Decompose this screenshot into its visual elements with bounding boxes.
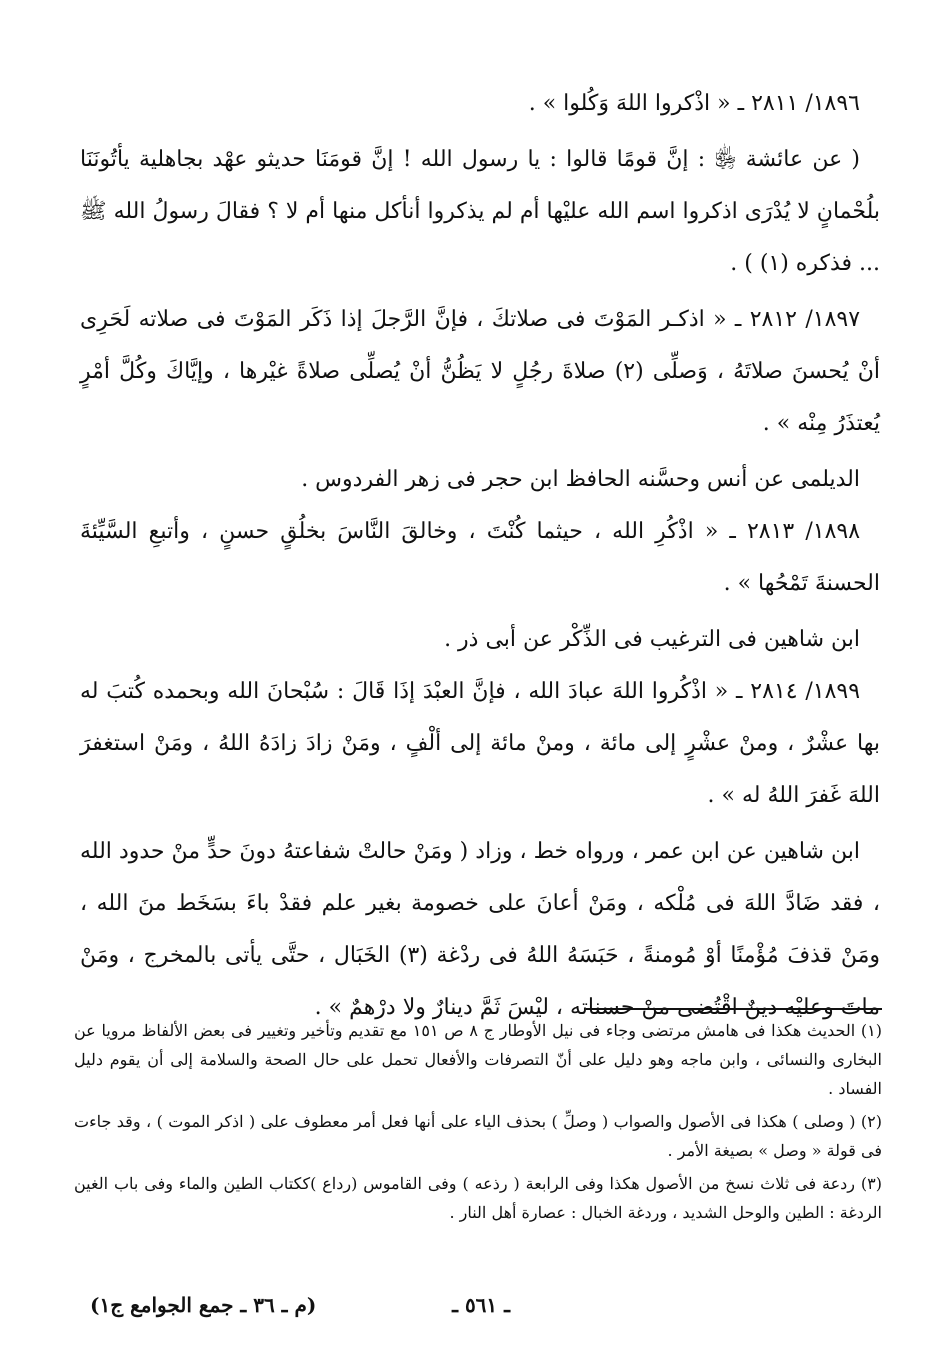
footnotes	[74, 1016, 882, 1227]
page-number: ـ ٥٦١ ـ	[452, 1293, 510, 1317]
hadith-1898: ١٨٩٨/ ٢٨١٣ ـ « اذْكُرِ الله ، حيثما كُنْتَ ، وخالقَ النَّاسَ بخلُقٍ حسنٍ ، وأتبعِ السَّيِّئةَ الحسنةَ تَمْحُها » .	[80, 519, 880, 596]
main-text	[80, 78, 880, 1034]
hadith-1899-source: ابن شاهين عن ابن عمر ، ورواه خط ، وزاد ( ومَنْ حالتْ شفاعتهُ دونَ حدٍّ منْ حدود الله ، فقد ضَادَّ اللهَ فى مُلْكه ، ومَنْ أعانَ على خصومة بغير علم فقدْ باءَ بسَخَط منَ الله ، ومَنْ قذفَ مُؤْمنًا أوْ مُومنةً ، حَبَسَهُ اللهُ فى ردْغة (٣) الخَبَال ، حتَّى يأتى بالمخرج ، ومَنْ ماتَ وعليْه دينٌ اقْتُضى منْ حسناته ، ليْسَ ثَمَّ دينارٌ ولا درْهمٌ » .	[80, 839, 880, 1020]
hadith-1896-narration: ( عن عائشة ﵂ : إنَّ قومًا قالوا : يا رسول الله ! إنَّ قومَنَا حديثو عهْد بجاهلية يأتُونَنَا بلُحْمانٍ لا يُدْرَى اذكروا اسم الله عليْها أم لم يذكروا أنأكل منها أم لا ؟ فقالَ رسولُ الله ﷺ ... فذكره (١) ) .	[80, 147, 880, 276]
footnote-divider	[586, 1008, 882, 1010]
hadith-1898-source: ابن شاهين فى الترغيب فى الذِّكْر عن أبى ذر .	[444, 627, 860, 652]
footnote-1: (١) الحديث هكذا فى هامش مرتضى وجاء فى نيل الأوطار ج ٨ ص ١٥١ مع تقديم وتأخير وتغيير فى بعض الألفاظ مرويا عن البخارى والنسائى ، وابن ماجه وهو دليل على أنّ التصرفات والأفعال تحمل على حال الصحة والسلامة إلى أن يقوم دليل الفساد .	[74, 1021, 883, 1098]
hadith-1897: ١٨٩٧/ ٢٨١٢ ـ « اذكـر المَوْتَ فى صلاتكَ ، فإنَّ الرَّجلَ إذا ذَكَر المَوْتَ فى صلاته لَحَرِى أنْ يُحسنَ صلاتَهُ ، وَصلِّى (٢) صلاةَ رجُلٍ لا يَظُنُّ أنْ يُصلِّى صلاةً غيْرها ، وإيَّاكَ وكُلَّ أمْرٍ يُعتذَرُ مِنْه » .	[80, 307, 880, 436]
volume-reference: (م ـ ٣٦ ـ جمع الجوامع ج١)	[90, 1293, 317, 1317]
hadith-1897-source: الديلمى عن أنس وحسَّنه الحافظ ابن حجر فى زهر الفردوس .	[301, 467, 860, 492]
footnote-3: (٣) ردعة فى ثلاث نسخ من الأصول هكذا وفى الرابعة ( رذعه ) وفى القاموس (رداع )ككتاب الطين والماء وفى باب الغين الردغة : الطين والوحل الشديد ، وردغة الخبال : عصارة أهل النار .	[74, 1174, 882, 1222]
footnote-2: (٢) ( وصلى ) هكذا فى الأصول والصواب ( وصلِّ ) بحذف الياء على أنها فعل أمر معطوف على ( اذكر الموت ) ، وقد جاءت فى قولة « وصل » بصيغة الأمر .	[74, 1112, 882, 1160]
hadith-1896: ١٨٩٦/ ٢٨١١ ـ « اذْكروا اللهَ وَكُلوا » .	[528, 91, 860, 116]
hadith-1899: ١٨٩٩/ ٢٨١٤ ـ « اذْكُروا اللهَ عبادَ الله ، فإنَّ العبْدَ إذَا قَالَ : سُبْحانَ الله وبحمده كُتبَ له بها عشْرٌ ، ومنْ عشْرٍ إلى مائة ، ومنْ مائة إلى ألْفٍ ، ومَنْ زادَ زادَهُ اللهُ ، ومَنْ استغفرَ اللهَ غَفرَ اللهُ له » .	[80, 679, 880, 808]
page-footer	[90, 1293, 510, 1327]
